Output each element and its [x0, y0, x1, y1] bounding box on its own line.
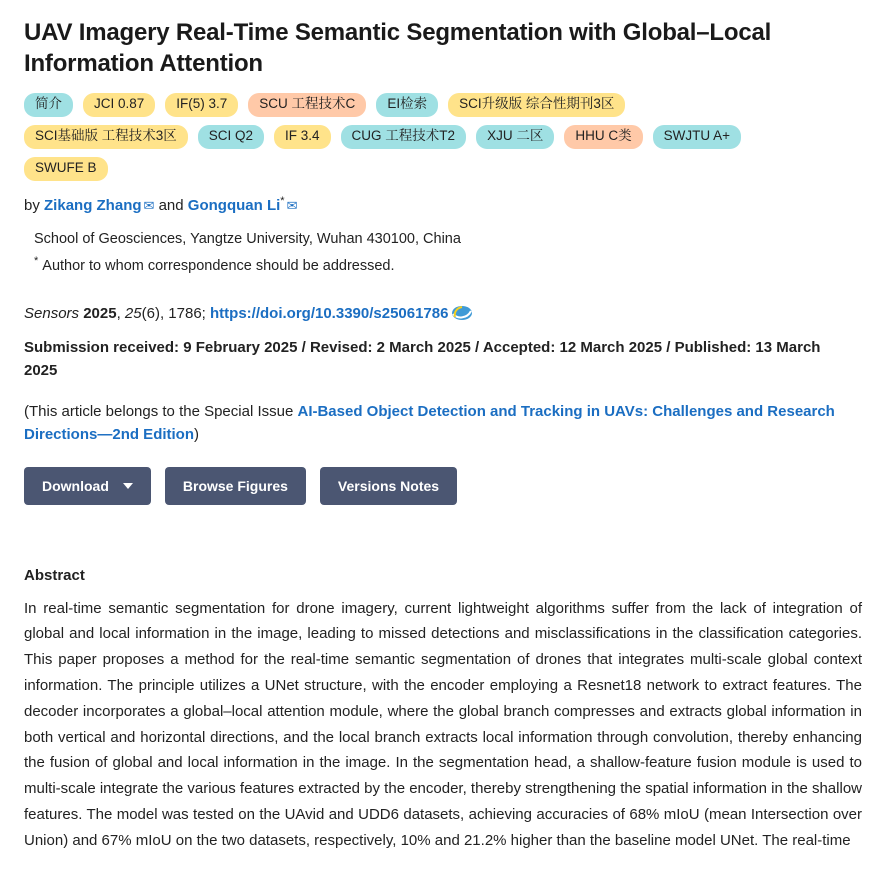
email-icon-2[interactable]: ✉ [286, 197, 298, 213]
badge-sci-q2[interactable]: SCI Q2 [198, 125, 264, 149]
special-issue-suffix: ) [194, 426, 200, 444]
special-issue-link[interactable]: AI-Based Object Detection and Tracking in UAVs: Challenges and Research Directions—2nd Edition [24, 403, 835, 444]
badge-if5[interactable]: IF(5) 3.7 [165, 93, 238, 117]
download-button[interactable] [24, 467, 151, 505]
corresponding-star: * [280, 194, 285, 207]
citation-page: 1786; [168, 304, 206, 322]
correspondence-mark: * [34, 254, 39, 267]
byline-by: by [24, 196, 40, 214]
special-issue-prefix: (This article belongs to the Special Issue [24, 403, 298, 421]
citation-line: Sensors 2025, 25(6), 1786; https://doi.org/10.3390/s25061786 [24, 305, 862, 322]
badge-hhu[interactable]: HHU C类 [564, 125, 642, 149]
browse-figures-button[interactable]: Browse Figures [165, 467, 306, 505]
affiliation-block [34, 228, 862, 279]
special-issue-note [24, 400, 862, 447]
abstract-text: In real-time semantic segmentation for drone imagery, current lightweight algorithms suffer from the lack of integration of global and local information in the image, leading to missed detections and misclassifications in the classification categories. This paper proposes a method for the real-time semantic segmentation of drones that integrates multi-scale global context information. The principle utilizes a UNet structure, with the encoder employing a Resnet18 network to extract features. The decoder incorporates a global–local attention module, where the global branch compresses and extracts global information in both vertical and horizontal directions, and the local branch extracts local information through convolution, thereby enhancing the fusion of global and local information in the image. In the segmentation head, a shallow-feature fusion module is used to multi-scale integrate the various features extracted by the encoder, thereby strengthening the spatial information in the shallow features. The model was tested on the UAvid and UDD6 datasets, achieving accuracies of 68% mIoU (mean Intersection over Union) and 67% mIoU on the two datasets, respectively, 10% and 21.2% higher than the baseline model UNet. The real-time [24, 599, 862, 849]
badge-swufe[interactable]: SWUFE B [24, 157, 108, 181]
action-buttons [24, 467, 862, 505]
download-label: Download [42, 477, 109, 494]
badge-scu[interactable]: SCU 工程技术C [248, 93, 366, 117]
badge-swjtu[interactable]: SWJTU A+ [653, 125, 741, 149]
crossmark-icon[interactable] [451, 305, 473, 321]
badge-cug[interactable]: CUG 工程技术T2 [341, 125, 467, 149]
badge-sci-upgrade[interactable]: SCI升级版 综合性期刊3区 [448, 93, 625, 117]
badge-jianjie[interactable]: 简介 [24, 93, 73, 117]
byline [24, 195, 862, 214]
author-link-2[interactable]: Gongquan Li [187, 196, 281, 214]
badge-xju[interactable]: XJU 二区 [476, 125, 554, 149]
badge-sci-base[interactable]: SCI基础版 工程技术3区 [24, 125, 188, 149]
correspondence-note [34, 252, 862, 279]
versions-notes-button[interactable]: Versions Notes [320, 467, 457, 505]
chevron-down-icon [123, 483, 133, 489]
email-icon-1[interactable]: ✉ [143, 197, 155, 213]
citation-volume: 25 [124, 304, 142, 322]
correspondence-text: Author to whom correspondence should be addressed. [42, 257, 395, 274]
author-link-1[interactable]: Zikang Zhang [44, 196, 142, 214]
submission-dates: Submission received: 9 February 2025 / Revised: 2 March 2025 / Accepted: 12 March 2025 / Published: 13 March 2025 [24, 338, 821, 379]
badge-ei[interactable]: EI检索 [376, 93, 438, 117]
citation-journal: Sensors [24, 304, 80, 322]
citation-year: 2025 [83, 304, 117, 322]
badge-if[interactable]: IF 3.4 [274, 125, 331, 149]
doi-link[interactable]: https://doi.org/10.3390/s25061786 [210, 304, 449, 322]
affiliation-text: School of Geosciences, Yangtze University, Wuhan 430100, China [34, 230, 461, 247]
page-title: UAV Imagery Real-Time Semantic Segmentation with Global–Local Information Attention [24, 19, 772, 77]
badge-list [24, 93, 744, 181]
abstract-heading: Abstract [24, 566, 85, 584]
byline-and: and [158, 196, 184, 214]
citation-issue: (6) [141, 304, 160, 322]
badge-jci[interactable]: JCI 0.87 [83, 93, 155, 117]
